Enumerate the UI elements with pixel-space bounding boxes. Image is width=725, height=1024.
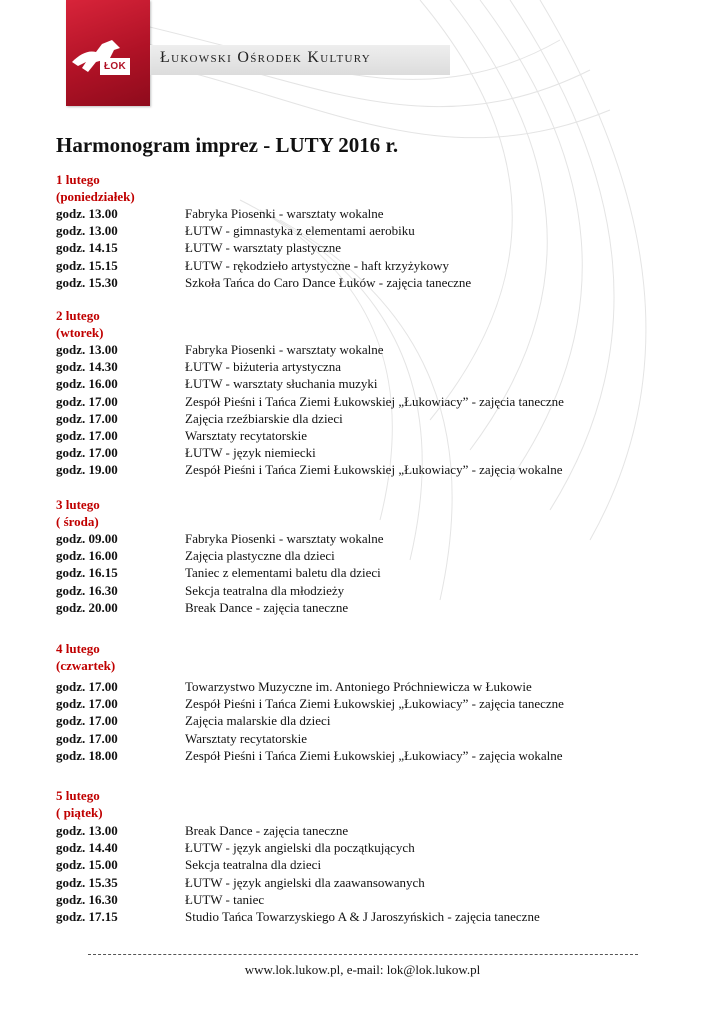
- day-date: 1 lutego: [56, 172, 100, 187]
- event-row: [56, 358, 656, 375]
- event-time: godz. 17.15: [56, 908, 118, 924]
- event-name: ŁUTW - język angielski dla zaawansowanych: [185, 874, 425, 890]
- day-section: [56, 171, 656, 291]
- day-weekday: (poniedziałek): [56, 189, 135, 204]
- event-name: Zajęcia plastyczne dla dzieci: [185, 548, 335, 564]
- event-time: godz. 16.00: [56, 548, 118, 564]
- event-name: Sekcja teatralna dla dzieci: [185, 857, 322, 873]
- event-row: [56, 678, 656, 695]
- event-name: ŁUTW - język angielski dla początkujących: [185, 840, 415, 856]
- event-row: [56, 891, 656, 908]
- event-row: [56, 582, 656, 599]
- event-row: [56, 747, 656, 764]
- event-time: godz. 16.30: [56, 582, 118, 598]
- event-time: godz. 17.00: [56, 393, 118, 409]
- event-name: ŁUTW - warsztaty plastyczne: [185, 240, 342, 256]
- org-name: Łukowski Ośrodek Kultury: [160, 49, 372, 66]
- event-time: godz. 16.00: [56, 376, 118, 392]
- event-row: [56, 856, 656, 873]
- day-date: 4 lutego: [56, 641, 100, 656]
- event-row: [56, 205, 656, 222]
- event-time: godz. 17.00: [56, 696, 118, 712]
- event-row: [56, 257, 656, 274]
- event-row: [56, 444, 656, 461]
- event-time: godz. 16.15: [56, 565, 118, 581]
- event-time: godz. 13.00: [56, 223, 118, 239]
- event-time: godz. 17.00: [56, 445, 118, 461]
- day-weekday: ( piątek): [56, 805, 103, 820]
- event-row: [56, 274, 656, 291]
- event-time: godz. 19.00: [56, 462, 118, 478]
- event-row: [56, 222, 656, 239]
- event-name: ŁUTW - biżuteria artystyczna: [185, 359, 342, 375]
- event-time: godz. 14.15: [56, 240, 118, 256]
- event-name: Zespół Pieśni i Tańca Ziemi Łukowskiej „Łukowiacy” - zajęcia wokalne: [185, 747, 563, 763]
- event-name: Fabryka Piosenki - warsztaty wokalne: [185, 206, 384, 221]
- day-section: [56, 496, 656, 616]
- event-row: [56, 564, 656, 581]
- event-time: godz. 17.00: [56, 410, 118, 426]
- event-time: godz. 18.00: [56, 747, 118, 763]
- event-time: godz. 17.00: [56, 427, 118, 443]
- event-name: Fabryka Piosenki - warsztaty wokalne: [185, 342, 384, 357]
- event-time: godz. 14.30: [56, 359, 118, 375]
- logo-text: ŁOK: [100, 58, 130, 75]
- event-time: godz. 17.00: [56, 713, 118, 729]
- day-date: 5 lutego: [56, 788, 100, 803]
- event-row: [56, 393, 656, 410]
- event-name: Warsztaty recytatorskie: [185, 427, 308, 443]
- footer-divider: [88, 954, 638, 955]
- event-name: Towarzystwo Muzyczne im. Antoniego Próchniewicza w Łukowie: [185, 679, 532, 694]
- day-weekday: (wtorek): [56, 325, 104, 340]
- event-name: ŁUTW - język niemiecki: [185, 445, 316, 461]
- day-section: [56, 307, 656, 479]
- footer-contact[interactable]: www.lok.lukow.pl, e-mail: lok@lok.lukow.pl: [244, 962, 481, 977]
- event-name: Sekcja teatralna dla młodzieży: [185, 582, 345, 598]
- event-time: godz. 17.00: [56, 730, 118, 746]
- event-row: [56, 822, 656, 839]
- event-row: [56, 599, 656, 616]
- event-name: ŁUTW - gimnastyka z elementami aerobiku: [185, 223, 415, 239]
- event-name: Warsztaty recytatorskie: [185, 730, 308, 746]
- event-name: Break Dance - zajęcia taneczne: [185, 823, 349, 838]
- page-title: Harmonogram imprez - LUTY 2016 r.: [56, 133, 399, 157]
- event-name: ŁUTW - rękodzieło artystyczne - haft krzyżykowy: [185, 257, 449, 273]
- event-row: [56, 712, 656, 729]
- event-time: godz. 20.00: [56, 599, 118, 615]
- day-section: [56, 787, 656, 925]
- event-time: godz. 13.00: [56, 206, 118, 221]
- event-name: Zajęcia rzeźbiarskie dla dzieci: [185, 410, 343, 426]
- day-date: 2 lutego: [56, 308, 100, 323]
- event-name: Fabryka Piosenki - warsztaty wokalne: [185, 531, 384, 546]
- day-section: [56, 640, 656, 764]
- event-row: [56, 410, 656, 427]
- event-time: godz. 17.00: [56, 679, 118, 694]
- event-time: godz. 14.40: [56, 840, 118, 856]
- event-time: godz. 13.00: [56, 823, 118, 838]
- event-row: [56, 874, 656, 891]
- event-row: [56, 908, 656, 925]
- event-row: [56, 375, 656, 392]
- event-row: [56, 695, 656, 712]
- event-row: [56, 341, 656, 358]
- event-row: [56, 839, 656, 856]
- event-name: Zespół Pieśni i Tańca Ziemi Łukowskiej „Łukowiacy” - zajęcia taneczne: [185, 696, 564, 712]
- logo: [66, 0, 150, 106]
- event-name: ŁUTW - taniec: [185, 891, 265, 907]
- day-weekday: (czwartek): [56, 658, 116, 673]
- event-row: [56, 547, 656, 564]
- event-time: godz. 15.30: [56, 274, 118, 290]
- event-time: godz. 15.00: [56, 857, 118, 873]
- event-name: Zajęcia malarskie dla dzieci: [185, 713, 331, 729]
- event-name: Break Dance - zajęcia taneczne: [185, 599, 349, 615]
- event-name: Studio Tańca Towarzyskiego A & J Jaroszyńskich - zajęcia taneczne: [185, 908, 540, 924]
- event-time: godz. 15.15: [56, 257, 118, 273]
- event-name: Zespół Pieśni i Tańca Ziemi Łukowskiej „Łukowiacy” - zajęcia wokalne: [185, 462, 563, 478]
- horse-icon: [66, 0, 150, 106]
- event-time: godz. 09.00: [56, 531, 118, 546]
- event-name: Zespół Pieśni i Tańca Ziemi Łukowskiej „Łukowiacy” - zajęcia taneczne: [185, 393, 564, 409]
- day-weekday: ( środa): [56, 514, 99, 529]
- event-row: [56, 239, 656, 256]
- event-row: [56, 461, 656, 478]
- event-name: ŁUTW - warsztaty słuchania muzyki: [185, 376, 378, 392]
- event-name: Szkoła Tańca do Caro Dance Łuków - zajęcia taneczne: [185, 274, 472, 290]
- day-date: 3 lutego: [56, 497, 100, 512]
- event-time: godz. 15.35: [56, 874, 118, 890]
- event-row: [56, 427, 656, 444]
- event-row: [56, 730, 656, 747]
- event-time: godz. 13.00: [56, 342, 118, 357]
- event-time: godz. 16.30: [56, 891, 118, 907]
- event-name: Taniec z elementami baletu dla dzieci: [185, 565, 381, 581]
- event-row: [56, 530, 656, 547]
